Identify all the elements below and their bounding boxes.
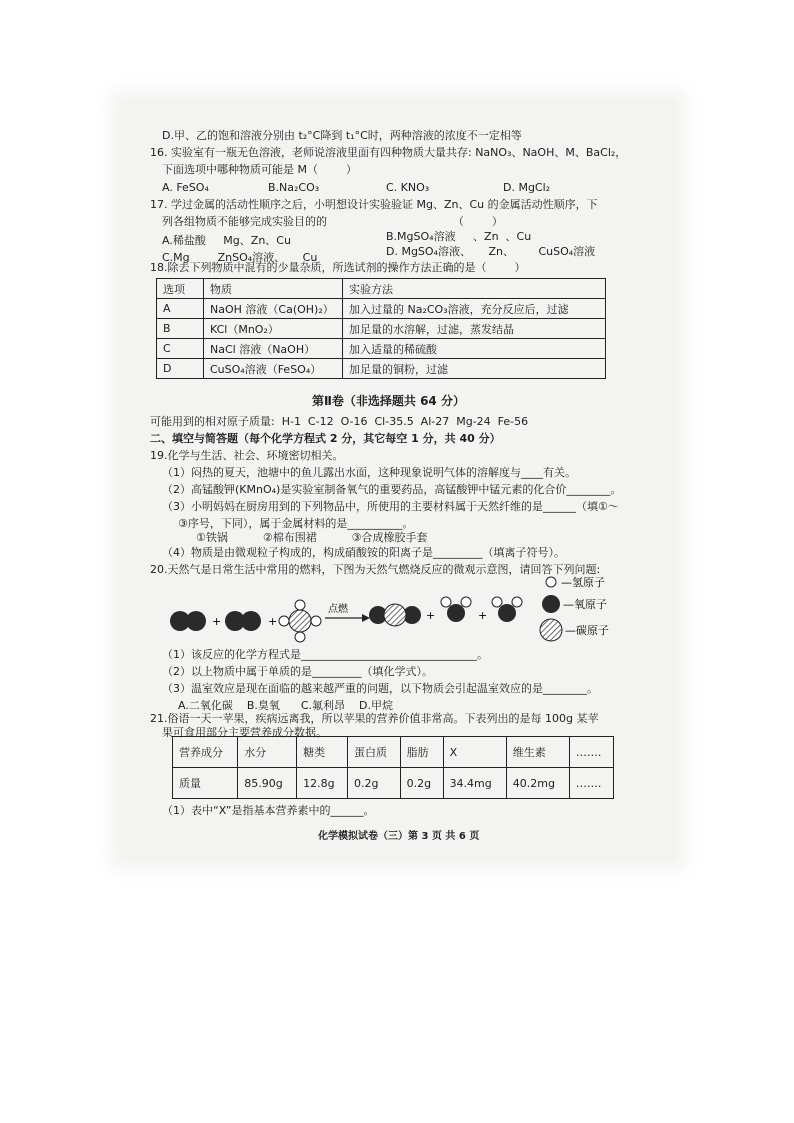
q21-part-1: （1）表中“X”是指基本营养素中的______。 <box>162 804 375 817</box>
oxygen-atom-icon <box>542 595 560 613</box>
table-header-cell: 维生素 <box>506 737 569 768</box>
q20-part-1: （1）该反应的化学方程式是________________________________。 <box>162 648 488 661</box>
reaction-arrow <box>325 614 370 622</box>
legend-hydrogen: —氢原子 <box>561 576 605 589</box>
question-21: 21.俗语一天一苹果，疾病远离我，所以苹果的营养价值非常高。下表列出的是每 100g 某苹 <box>150 712 599 725</box>
table-cell: 加足量的铜粉，过滤 <box>343 359 606 379</box>
q20-part-3: （3）温室效应是现在面临的越来越严重的问题，以下物质会引起温室效应的是________。 <box>162 682 598 695</box>
question-16: 16. 实验室有一瓶无色溶液，老师说溶液里面有四种物质大量共存: NaNO₃、NaOH、M、BaCl₂， <box>150 146 627 159</box>
table-header-cell: 营养成分 <box>173 737 238 768</box>
q17-option-b: B.MgSO₄溶液 、Zn 、Cu <box>386 230 532 243</box>
table-cell: D <box>157 359 204 379</box>
atomic-masses: 可能用到的相对原子质量: H-1 C-12 O-16 Cl-35.5 Al-27 Mg-24 Fe-56 <box>150 415 529 428</box>
table-header-cell: 脂肪 <box>400 737 443 768</box>
water-molecule <box>492 597 522 622</box>
legend <box>540 575 609 641</box>
table-cell: ……. <box>569 768 613 799</box>
table-cell: NaCl 溶液（NaOH） <box>204 339 343 359</box>
question-21-line2: 果可食用部分主要营养成分数据。 <box>162 726 327 739</box>
nutrition-table <box>172 736 614 799</box>
question-18: 18.除去下列物质中混有的少量杂质，所选试剂的操作方法正确的是（ ） <box>150 261 526 274</box>
option-d-prev: D.甲、乙的饱和溶液分别由 t₂°C降到 t₁°C时，两种溶液的浓度不一定相等 <box>162 129 522 142</box>
table-header-cell: X <box>443 737 506 768</box>
table-header-row <box>157 279 606 299</box>
table-cell: C <box>157 339 204 359</box>
hydrogen-atom-icon <box>546 577 556 587</box>
carbon-dioxide-molecule <box>369 604 421 626</box>
table-cell: A <box>157 299 204 319</box>
table-cell: 质量 <box>173 768 238 799</box>
q17-option-d: D. MgSO₄溶液、 Zn、 CuSO₄溶液 <box>386 245 596 258</box>
table-cell: CuSO₄溶液（FeSO₄） <box>204 359 343 379</box>
question-16-line2: 下面选项中哪种物质可能是 M（ ） <box>162 163 357 176</box>
table-cell: 加入适量的稀硫酸 <box>343 339 606 359</box>
question-17-line2: 列各组物质不能够完成实验目的的 （ ） <box>162 215 503 228</box>
table-header-cell: 选项 <box>157 279 204 299</box>
question-19: 19.化学与生活、社会、环境密切相关。 <box>150 449 344 462</box>
plus-sign: + <box>212 615 222 628</box>
q17-option-a: A.稀盐酸 Mg、Zn、Cu <box>162 234 291 247</box>
q17-option-c: C.Mg ZnSO₄溶液、 Cu <box>162 251 318 264</box>
ignite-label: 点燃 <box>328 604 348 615</box>
table-header-cell: 水分 <box>238 737 297 768</box>
table-cell: KCl（MnO₂） <box>204 319 343 339</box>
table-cell: 40.2mg <box>506 768 569 799</box>
q16-option-c: C. KNO₃ <box>386 181 430 194</box>
q16-option-d: D. MgCl₂ <box>503 181 551 194</box>
plus-sign: + <box>426 609 436 622</box>
section-2-heading: 二、填空与简答题（每个化学方程式 2 分，其它每空 1 分，共 40 分） <box>150 432 501 445</box>
table-cell: 12.8g <box>297 768 348 799</box>
table-header-cell: 蛋白质 <box>348 737 401 768</box>
table-header-cell: ……. <box>569 737 613 768</box>
table-cell: 0.2g <box>348 768 401 799</box>
table-header-cell: 糖类 <box>297 737 348 768</box>
table-row <box>157 319 606 339</box>
table-cell: 0.2g <box>400 768 443 799</box>
q16-option-b: B.Na₂CO₃ <box>268 181 320 194</box>
oxygen-molecule <box>225 611 261 631</box>
table-header-cell: 物质 <box>204 279 343 299</box>
plus-sign: + <box>478 609 488 622</box>
q20-part-3-options: A.二氧化碳 B.臭氧 C.氟利昂 D.甲烷 <box>178 699 393 712</box>
water-molecule <box>441 597 471 622</box>
table-cell: 34.4mg <box>443 768 506 799</box>
methane-molecule <box>279 600 321 642</box>
table-row <box>173 768 614 799</box>
table-row <box>157 359 606 379</box>
table-row <box>157 339 606 359</box>
q19-part-3-items: ①铁锅 ②棉布围裙 ③合成橡胶手套 <box>196 531 428 544</box>
q20-part-2: （2）以上物质中属于单质的是_________（填化学式）。 <box>162 665 433 678</box>
question-17: 17. 学过金属的活动性顺序之后，小明想设计实验验证 Mg、Zn、Cu 的金属活动性顺序，下 <box>150 198 598 211</box>
table-cell: NaOH 溶液（Ca(OH)₂） <box>204 299 343 319</box>
oxygen-molecule <box>170 611 206 631</box>
q19-part-3: （3）小明妈妈在厨房用到的下列物品中，所使用的主要材料属于天然纤维的是______（填①～ <box>162 500 619 513</box>
question-20: 20.天然气是日常生活中常用的燃料，下图为天然气燃烧反应的微观示意图，请回答下列问题: <box>150 563 601 576</box>
table-cell: 加足量的水溶解，过滤，蒸发结晶 <box>343 319 606 339</box>
table-cell: B <box>157 319 204 339</box>
table-header-cell: 实验方法 <box>343 279 606 299</box>
q16-option-a: A. FeSO₄ <box>162 181 209 194</box>
table-header-row <box>173 737 614 768</box>
question-18-table <box>156 278 606 379</box>
q19-part-2: （2）高锰酸钾(KMnO₄)是实验室制备氧气的重要药品，高锰酸钾中锰元素的化合价________。 <box>162 483 622 496</box>
table-cell: 85.90g <box>238 768 297 799</box>
carbon-atom-icon <box>540 619 562 641</box>
combustion-molecule-diagram <box>160 572 630 652</box>
q19-part-3-line2: ③序号，下同），属于金属材料的是__________。 <box>178 517 414 530</box>
legend-carbon: —碳原子 <box>565 624 609 637</box>
legend-oxygen: —氧原子 <box>563 598 607 611</box>
part-2-heading: 第Ⅱ卷（非选择题共 64 分） <box>312 394 465 408</box>
plus-sign: + <box>268 615 278 628</box>
q19-part-1: （1）闷热的夏天，池塘中的鱼儿露出水面，这种现象说明气体的溶解度与____有关。 <box>162 466 576 479</box>
table-cell: 加入过量的 Na₂CO₃溶液，充分反应后，过滤 <box>343 299 606 319</box>
page-footer: 化学模拟试卷（三）第 3 页 共 6 页 <box>318 831 480 842</box>
table-row <box>157 299 606 319</box>
q19-part-4: （4）物质是由微观粒子构成的，构成硝酸铵的阳离子是_________（填离子符号）。 <box>162 546 565 559</box>
